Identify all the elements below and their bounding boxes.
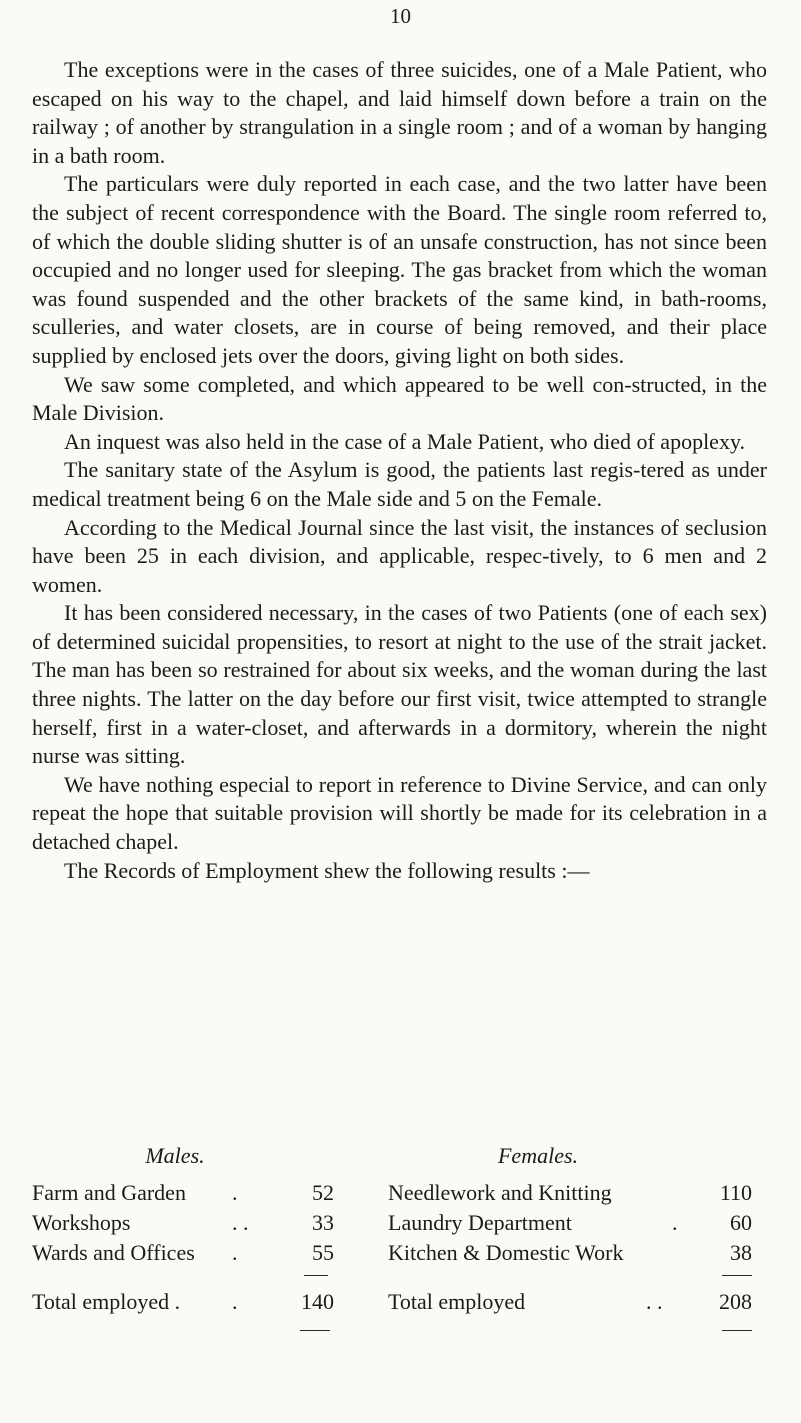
- row-label: Kitchen & Domestic Work: [388, 1240, 624, 1265]
- row-label: Needlework and Knitting: [388, 1180, 612, 1205]
- females-column: [388, 1142, 772, 1314]
- males-heading: Males.: [145, 1143, 205, 1168]
- row-label: Wards and Offices: [32, 1240, 195, 1265]
- sum-rule: [300, 1330, 330, 1331]
- report-body: [32, 56, 767, 885]
- row-value: 38: [730, 1240, 752, 1265]
- leader-dots: .: [232, 1240, 238, 1265]
- paragraph: We have nothing especial to report in reference to Divine Service, and can only repeat the hope that suitable provision will shortly be made for its celebration in a detached chapel.: [32, 771, 767, 855]
- row-label: Laundry Department: [388, 1210, 572, 1235]
- row-label: Farm and Garden: [32, 1180, 186, 1205]
- row-value: 33: [312, 1210, 334, 1235]
- paragraph: According to the Medical Journal since the last visit, the instances of seclusion have been 25 in each division, and applicable, respec-tively, to 6 men and 2 women.: [32, 514, 767, 597]
- table-row: [32, 1238, 352, 1268]
- row-value: 60: [730, 1210, 752, 1235]
- table-row: [388, 1178, 772, 1208]
- total-row: [32, 1287, 352, 1317]
- males-column: [32, 1142, 352, 1314]
- row-value: 52: [312, 1180, 334, 1205]
- total-label: Total employed: [388, 1289, 526, 1314]
- paragraph: It has been considered necessary, in the cases of two Patients (one of each sex) of determined suicidal propensities, to resort at night to the use of the strait jacket. The man has been so restrained for about six weeks, and the woman during the last three nights. The latter on the day before our first visit, twice attempted to strangle herself, first in a water-closet, and afterwards in a dormitory, wherein the night nurse was sitting.: [32, 600, 767, 769]
- paragraph: The Records of Employment shew the following results :—: [64, 857, 590, 883]
- leader-dots: . .: [646, 1289, 663, 1314]
- table-row: [388, 1208, 772, 1238]
- paragraph: The exceptions were in the cases of three suicides, one of a Male Patient, who escaped on his way to the chapel, and laid himself down before a train on the railway ; of another by strangulation in a single room ; and of a woman by hanging in a bath room.: [32, 57, 767, 168]
- row-value: 110: [719, 1180, 752, 1205]
- row-value: 55: [312, 1240, 334, 1265]
- sum-rule: [304, 1275, 328, 1276]
- leader-dots: .: [232, 1289, 238, 1314]
- total-value: 208: [719, 1289, 752, 1314]
- table-row: [388, 1238, 772, 1268]
- leader-dots: .: [232, 1180, 238, 1205]
- paragraph: An inquest was also held in the case of a Male Patient, who died of apoplexy.: [64, 428, 746, 454]
- row-label: Workshops: [32, 1210, 131, 1235]
- paragraph: The sanitary state of the Asylum is good, the patients last regis-tered as under medical treatment being 6 on the Male side and 5 on the Female.: [32, 457, 767, 511]
- leader-dots: . .: [232, 1210, 249, 1235]
- total-value: 140: [301, 1289, 334, 1314]
- total-row: [388, 1287, 772, 1317]
- sum-rule: [722, 1330, 752, 1331]
- total-label: Total employed .: [32, 1289, 181, 1314]
- paragraph: We saw some completed, and which appeared to be well con-structed, in the Male Division.: [32, 371, 767, 426]
- females-heading: Females.: [497, 1143, 579, 1168]
- table-row: [32, 1208, 352, 1238]
- paragraph: The particulars were duly reported in each case, and the two latter have been the subject of recent correspondence with the Board. The single room referred to, of which the double sliding shutter is of an unsafe construction, has not since been occupied and no longer used for sleeping. The gas bracket from which the woman was found suspended and the other brackets of the same kind, in bath-rooms, sculleries, and water closets, are in course of being removed, and their place supplied by enclosed jets over the doors, giving light on both sides.: [32, 171, 767, 368]
- sum-rule: [722, 1275, 752, 1276]
- table-row: [32, 1178, 352, 1208]
- leader-dots: .: [672, 1210, 678, 1235]
- page-number: 10: [390, 4, 411, 28]
